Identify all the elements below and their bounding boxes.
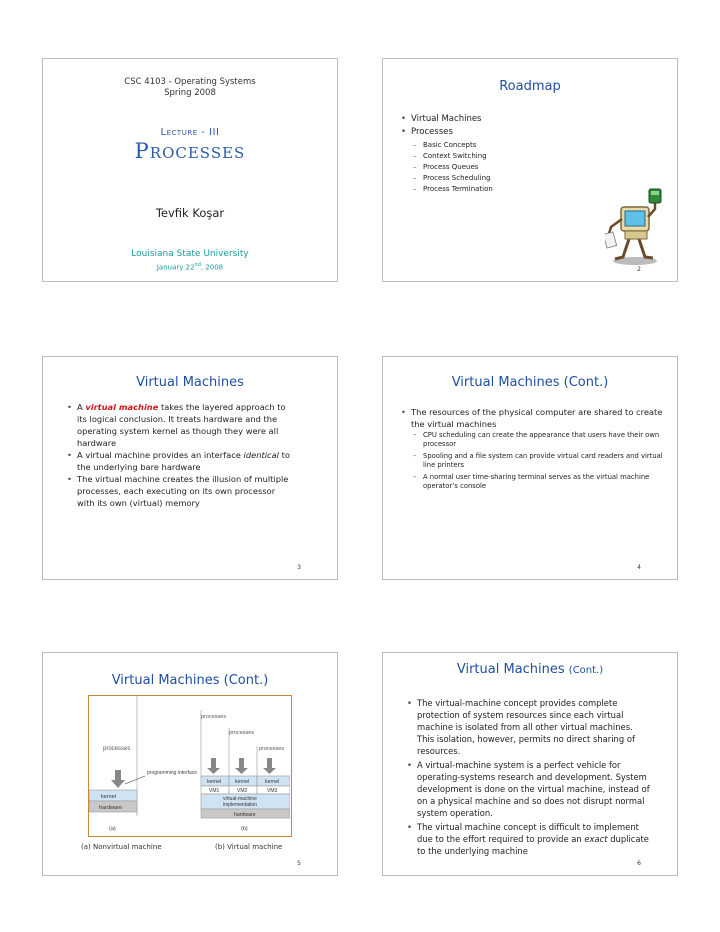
list-item: • A virtual-machine system is a perfect vehicle for operating-systems research and development. System development is done on the virtual machine, instead of on a physical machine and so does not disrupt normal system operation. — [405, 759, 650, 819]
text-part: takes the layered approach to its logical conclusion. It treats hardware and the operating system kernel as though they were all hardware — [77, 402, 286, 448]
list-item — [65, 449, 295, 473]
bullet-list — [405, 697, 650, 859]
kernel-label-b3: kernel — [265, 779, 280, 785]
bullet-list — [399, 407, 669, 494]
lecture-date — [43, 262, 337, 271]
lecture-number: Lecture - III — [160, 127, 220, 138]
kernel-label-a: kernel — [101, 794, 116, 800]
course-term: Spring 2008 — [164, 88, 216, 98]
emphasis-text: exact — [584, 834, 608, 844]
list-item — [399, 126, 493, 196]
list-item — [399, 113, 493, 126]
sub-list-item: – A normal user time-sharing terminal serves as the virtual machine operator’s console — [411, 473, 669, 491]
vm2-label: VM2 — [237, 788, 248, 794]
emphasis-text: virtual machine — [85, 402, 159, 412]
robot-computer-icon — [605, 187, 663, 267]
sub-list-item: – Context Switching — [411, 151, 493, 162]
title-suffix: (Cont.) — [568, 665, 604, 676]
text-part: duplicate to the underlying machine — [417, 834, 649, 856]
slide-title: Virtual Machines (Cont.) — [451, 375, 609, 390]
kernel-label-b1: kernel — [207, 779, 222, 785]
sub-list-item: – Process Scheduling — [411, 173, 493, 184]
slide-2-roadmap — [382, 58, 678, 282]
vm-architecture-diagram — [88, 695, 292, 837]
page-number: 5 — [297, 860, 301, 867]
arrow-shaft-a — [115, 770, 121, 780]
label-a: (a) — [109, 826, 116, 832]
slide-1-title — [42, 58, 338, 282]
list-item — [399, 407, 669, 491]
processes-label-b3: processes — [259, 746, 285, 752]
arrow-down-icon — [111, 780, 125, 788]
list-item: • The virtual machine creates the illusion of multiple processes, each executing on its own processor with its own (virtual) memory — [65, 473, 295, 509]
processes-label-b2: processes — [229, 730, 255, 736]
text-part: The virtual machine concept is difficult to implement due to the effort required to provide an — [417, 822, 639, 844]
arrow-down-icon — [263, 768, 276, 774]
slide-title: Roadmap — [499, 79, 561, 94]
page-number: 3 — [297, 564, 301, 571]
list-item — [405, 821, 650, 857]
slide-title: Virtual Machines — [136, 375, 244, 390]
hardware-label-a: hardware — [99, 805, 122, 811]
text-part: A virtual machine provides an interface — [77, 450, 244, 460]
sub-list-item: – CPU scheduling can create the appearance that users have their own processor — [411, 431, 669, 449]
hardware-label-b: hardware — [234, 812, 256, 818]
list-item-label: Virtual Machines — [411, 114, 482, 124]
caption-nonvirtual: (a) Nonvirtual machine — [81, 843, 162, 851]
slide-5-vm-diagram — [42, 652, 338, 876]
author-name: Tevfik Koşar — [155, 206, 225, 220]
page-number: 4 — [637, 564, 641, 571]
pointer-line — [125, 776, 145, 784]
arrow-shaft-b1 — [211, 758, 216, 768]
emphasis-text: identical — [243, 450, 279, 460]
processes-label-a: processes — [103, 746, 131, 752]
page-number: 2 — [637, 266, 641, 273]
text-part: to the underlying bare hardware — [77, 450, 290, 472]
programming-interface-label: programming interface — [147, 770, 198, 776]
university-name: Louisiana State University — [131, 249, 249, 259]
course-info — [43, 77, 337, 99]
text-part: A — [77, 402, 86, 412]
slide-title: Virtual Machines (Cont.) — [111, 673, 269, 688]
arrow-down-icon — [207, 768, 220, 774]
slide-title — [383, 662, 677, 677]
slide-3-virtual-machines — [42, 356, 338, 580]
slide-4-virtual-machines-cont — [382, 356, 678, 580]
list-item-label: The resources of the physical computer are shared to create the virtual machines — [411, 407, 663, 429]
list-item-label: Processes — [411, 126, 453, 137]
list-item — [65, 401, 295, 449]
sub-list-item: – Basic Concepts — [411, 140, 493, 151]
arrow-shaft-b3 — [267, 758, 272, 768]
lecture-topic: Processes — [134, 139, 246, 163]
kernel-label-b2: kernel — [235, 779, 250, 785]
course-name: CSC 4103 - Operating Systems — [124, 77, 256, 87]
page-number: 6 — [637, 860, 641, 867]
vm1-label: VM1 — [209, 788, 220, 794]
vm-impl-label-2: implementation — [223, 802, 257, 808]
label-b: (b) — [241, 826, 248, 832]
vm-impl-label-1: virtual-machine — [223, 796, 257, 802]
caption-virtual: (b) Virtual machine — [215, 843, 283, 851]
arrow-shaft-b2 — [239, 758, 244, 768]
processes-label-b1: processes — [201, 714, 227, 720]
title-text: Virtual Machines — [456, 662, 565, 677]
list-item: • The virtual-machine concept provides complete protection of system resources since each virtual machine is isolated from all other virtual machines. This isolation, however, permits no direct sharing of resources. — [405, 697, 650, 757]
slide-6-virtual-machines-cont — [382, 652, 678, 876]
vm3-label: VM3 — [267, 788, 278, 794]
bullet-list — [65, 401, 295, 509]
roadmap-list — [399, 113, 493, 198]
date-year: , 2008 — [200, 263, 224, 272]
arrow-down-icon — [235, 768, 248, 774]
sub-list-item: – Spooling and a file system can provide virtual card readers and virtual line printers — [411, 452, 669, 470]
sub-list-item: – Process Termination — [411, 184, 493, 195]
date-suffix: nd — [194, 262, 201, 268]
sub-list-item: – Process Queues — [411, 162, 493, 173]
date-main: January 22 — [156, 263, 195, 272]
